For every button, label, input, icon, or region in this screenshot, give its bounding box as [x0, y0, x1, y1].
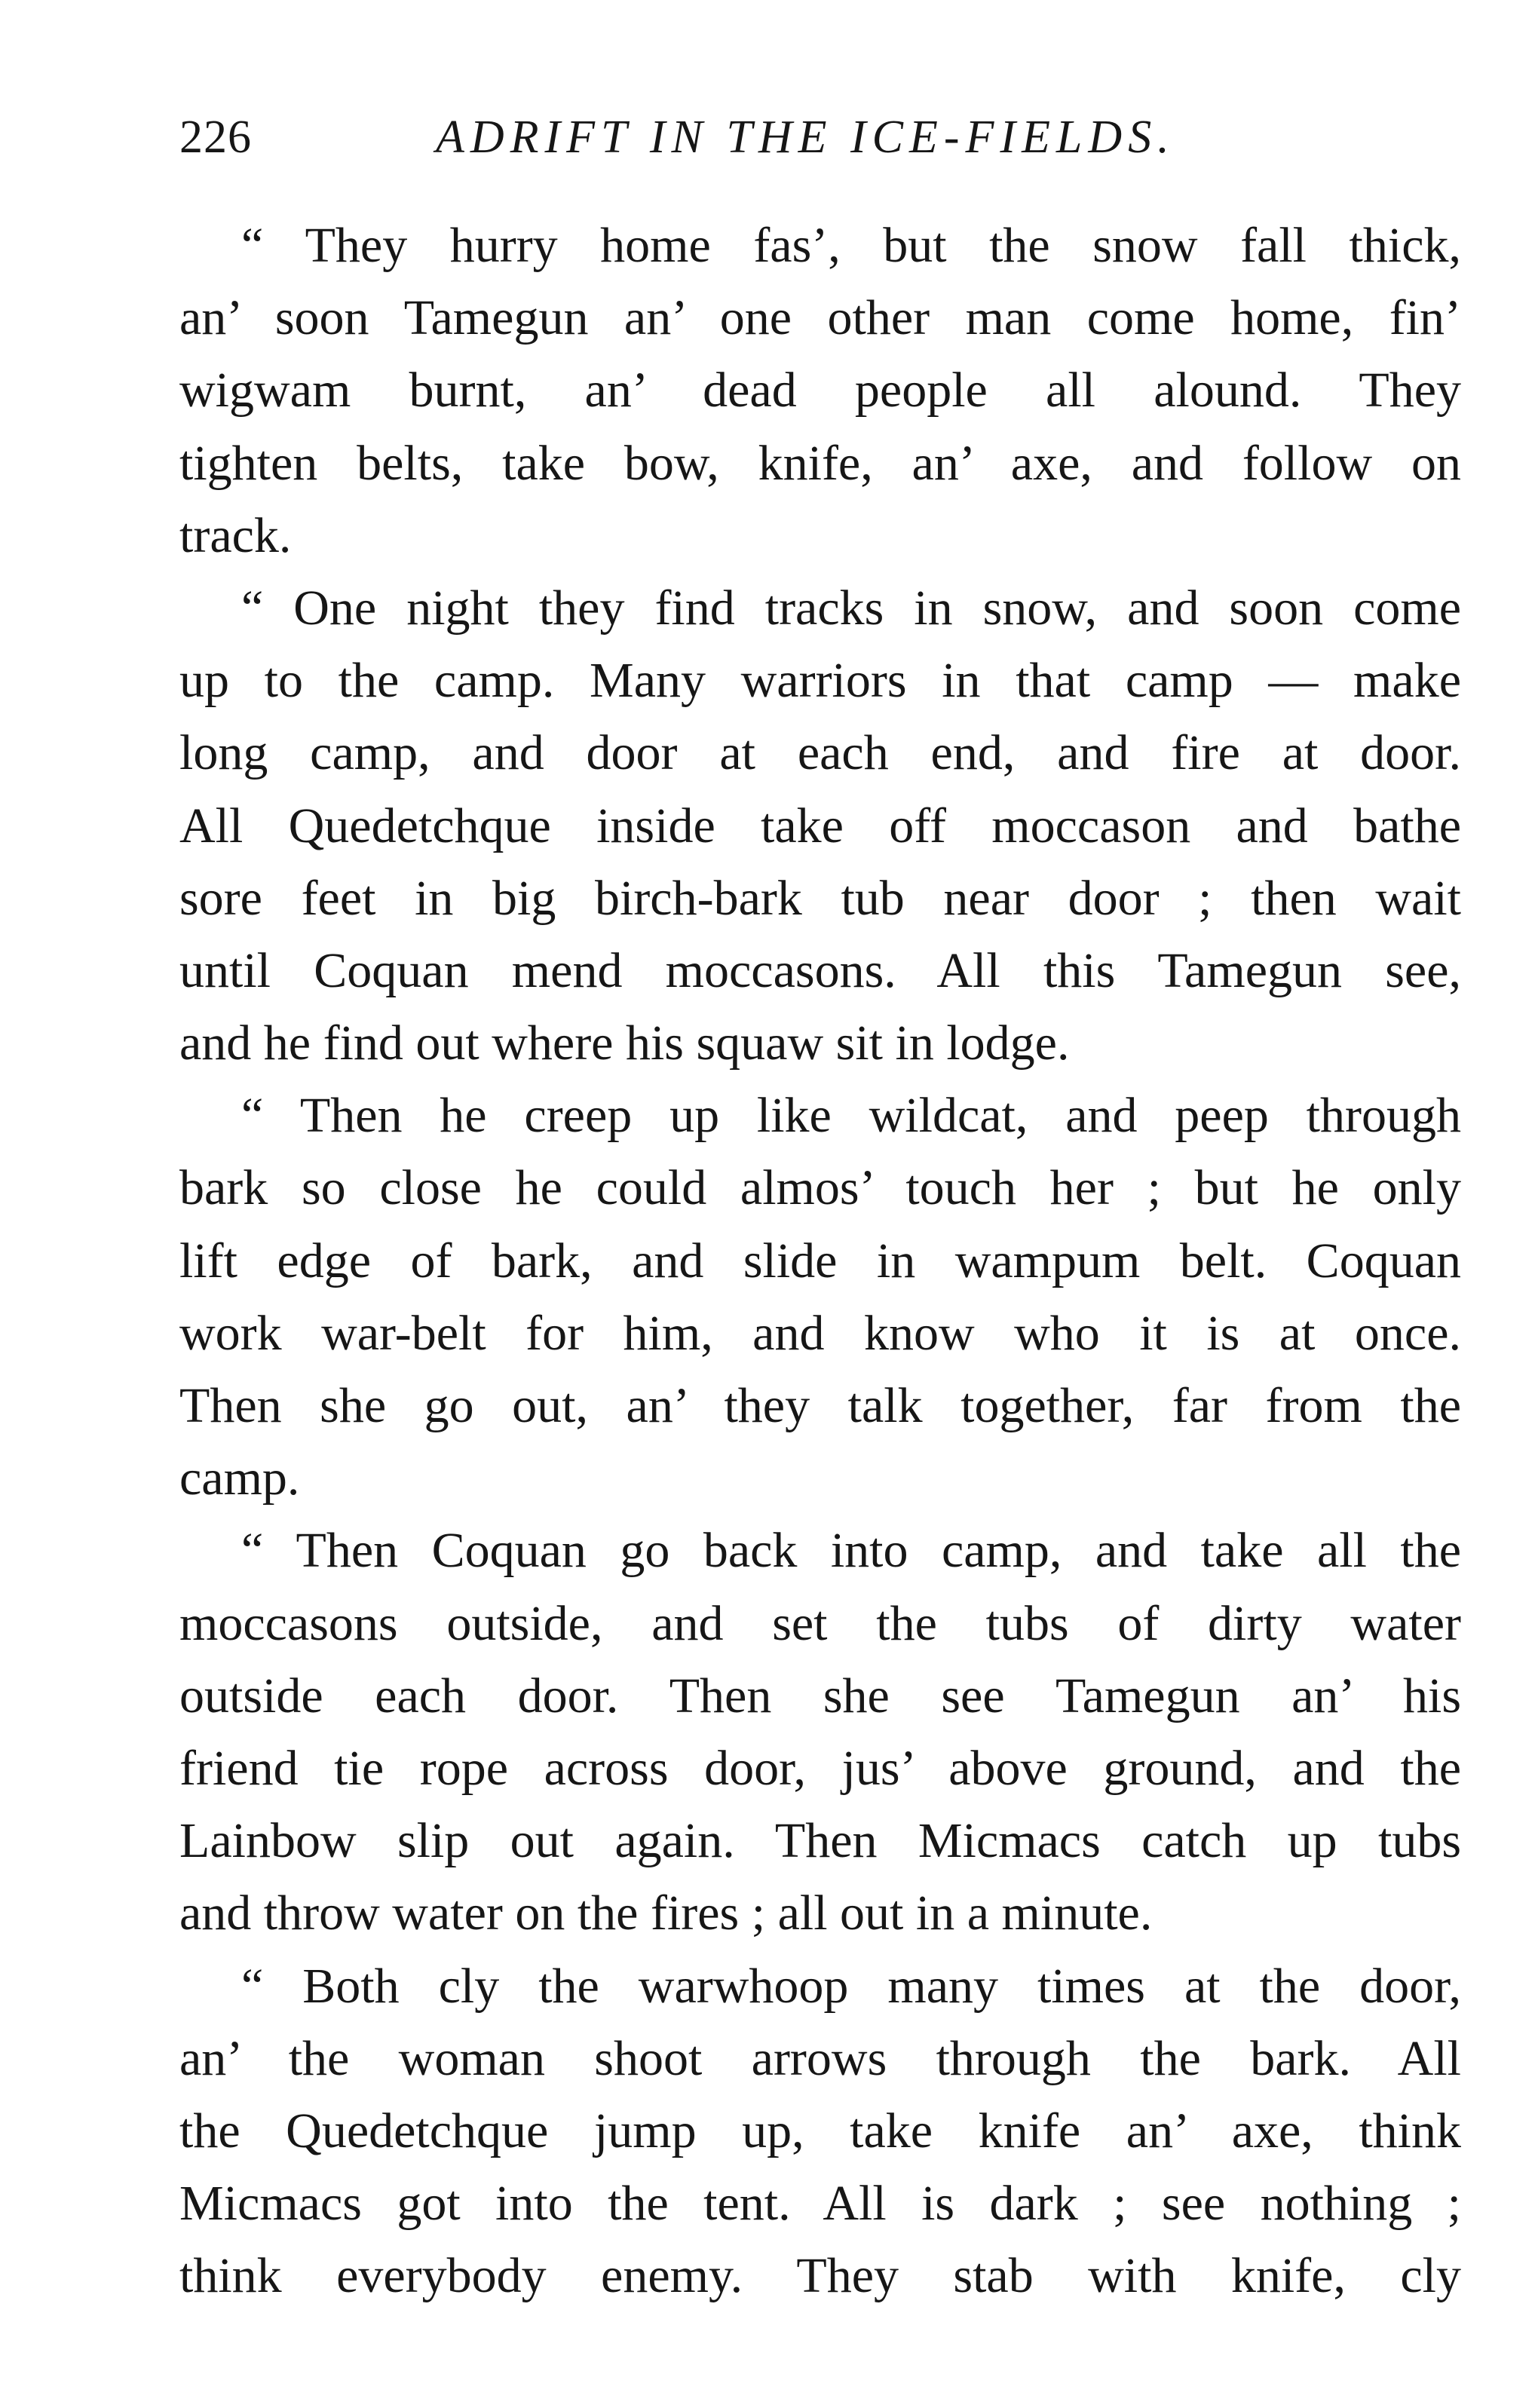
text-line: “ Then Coquan go back into camp, and take all the: [241, 1523, 1461, 1579]
text-line: Lainbow slip out again. Then Micmacs catch up tubs: [179, 1813, 1461, 1869]
text-line: the Quedetchque jump up, take knife an’ axe, think: [179, 2103, 1461, 2158]
text-line: wigwam burnt, an’ dead people all alound. They: [179, 363, 1461, 418]
text-line: outside each door. Then she see Tamegun an’ his: [179, 1668, 1461, 1723]
text-line: tighten belts, take bow, knife, an’ axe, and follow on: [179, 435, 1461, 491]
text-line: Then she go out, an’ they talk together, far from the: [179, 1378, 1461, 1433]
text-line: up to the camp. Many warriors in that camp — make: [179, 653, 1461, 709]
text-line: think everybody enemy. They stab with knife, cly: [179, 2248, 1461, 2304]
text-line: “ Then he creep up like wildcat, and peep through: [241, 1088, 1461, 1144]
text-line: an’ the woman shoot arrows through the bark. All: [179, 2030, 1461, 2086]
text-line: and he find out where his squaw sit in lodge.: [179, 1016, 1070, 1071]
text-line: All Quedetchque inside take off moccason and bathe: [179, 798, 1461, 853]
body-text: [179, 210, 1461, 2312]
text-line: long camp, and door at each end, and fire at door.: [179, 725, 1461, 781]
text-line: work war-belt for him, and know who it is at once.: [179, 1305, 1461, 1361]
text-line: lift edge of bark, and slide in wampum belt. Coquan: [179, 1233, 1461, 1288]
text-line: and throw water on the fires ; all out in a minute.: [179, 1886, 1153, 1941]
text-line: until Coquan mend moccasons. All this Tamegun see,: [179, 942, 1461, 998]
text-line: “ Both cly the warwhoop many times at the door,: [241, 1958, 1461, 2014]
text-line: camp.: [179, 1451, 300, 1506]
text-line: an’ soon Tamegun an’ one other man come home, fin’: [179, 290, 1461, 346]
page-number: 226: [179, 112, 252, 163]
running-title: ADRIFT IN THE ICE-FIELDS.: [436, 112, 1175, 163]
text-line: bark so close he could almos’ touch her ; but he only: [179, 1160, 1461, 1216]
text-line: Micmacs got into the tent. All is dark ; see nothing ;: [179, 2176, 1461, 2232]
text-line: track.: [179, 507, 292, 563]
text-line: “ They hurry home fas’, but the snow fall thick,: [241, 218, 1461, 273]
page-header: [179, 107, 1461, 167]
text-line: “ One night they find tracks in snow, and soon come: [241, 580, 1461, 636]
text-line: sore feet in big birch-bark tub near door ; then wait: [179, 870, 1461, 926]
text-line: moccasons outside, and set the tubs of dirty water: [179, 1595, 1461, 1651]
text-line: friend tie rope across door, jus’ above ground, and the: [179, 1740, 1461, 1796]
